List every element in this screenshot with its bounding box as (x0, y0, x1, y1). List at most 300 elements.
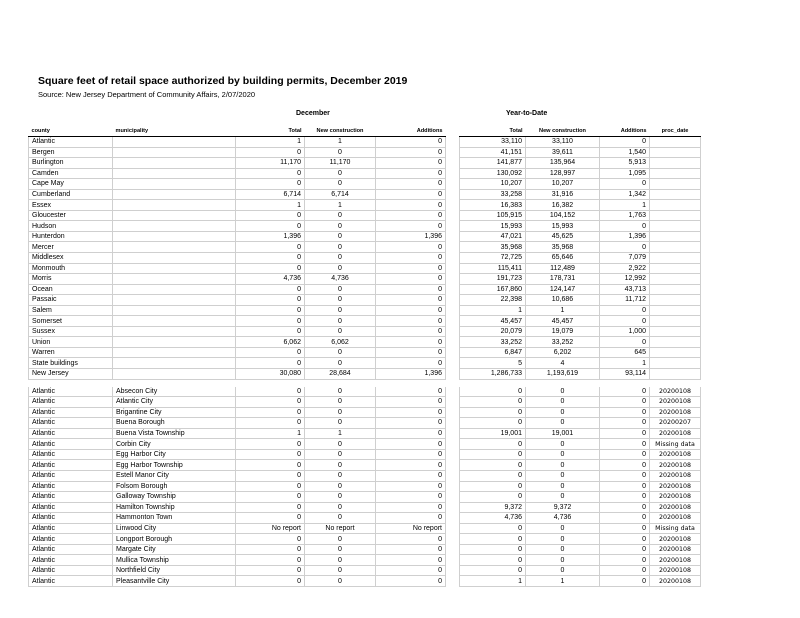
cell-proc-date (650, 179, 701, 190)
cell-ytd-new-construction: 15,993 (526, 221, 600, 232)
column-gap (446, 565, 460, 576)
cell-dec-additions: 0 (376, 397, 446, 408)
cell-ytd-new-construction: 112,489 (526, 263, 600, 274)
cell-ytd-new-construction: 104,152 (526, 210, 600, 221)
cell-dec-total: 4,736 (236, 274, 305, 285)
cell-municipality: Longport Borough (113, 534, 236, 545)
section-spacer-cell (29, 379, 701, 387)
cell-municipality (113, 263, 236, 274)
cell-municipality (113, 326, 236, 337)
column-gap (446, 347, 460, 358)
cell-proc-date: 20200108 (650, 576, 701, 587)
cell-ytd-additions: 0 (600, 502, 650, 513)
cell-ytd-total: 33,110 (460, 137, 526, 148)
county-row (29, 158, 701, 169)
cell-ytd-additions: 0 (600, 337, 650, 348)
cell-county: Hunterdon (29, 231, 113, 242)
cell-dec-new-construction: 6,062 (305, 337, 376, 348)
cell-dec-new-construction: 0 (305, 460, 376, 471)
cell-proc-date: 20200108 (650, 470, 701, 481)
cell-municipality (113, 200, 236, 211)
cell-dec-total: 30,080 (236, 369, 305, 380)
cell-ytd-new-construction: 33,110 (526, 137, 600, 148)
cell-municipality (113, 274, 236, 285)
cell-ytd-total: 130,092 (460, 168, 526, 179)
county-row (29, 274, 701, 285)
cell-dec-additions: 0 (376, 189, 446, 200)
cell-ytd-total: 47,021 (460, 231, 526, 242)
column-gap (446, 544, 460, 555)
cell-ytd-new-construction: 19,001 (526, 428, 600, 439)
column-gap (446, 397, 460, 408)
cell-ytd-new-construction: 35,968 (526, 242, 600, 253)
cell-dec-total: 0 (236, 242, 305, 253)
cell-ytd-additions: 93,114 (600, 369, 650, 380)
cell-dec-additions: 0 (376, 305, 446, 316)
cell-dec-new-construction: 0 (305, 481, 376, 492)
cell-dec-new-construction: 0 (305, 347, 376, 358)
cell-proc-date (650, 168, 701, 179)
cell-municipality: Galloway Township (113, 492, 236, 503)
cell-ytd-total: 22,398 (460, 295, 526, 306)
cell-municipality: Egg Harbor Township (113, 460, 236, 471)
cell-dec-additions: 0 (376, 418, 446, 429)
cell-ytd-additions: 0 (600, 555, 650, 566)
cell-dec-new-construction: 0 (305, 358, 376, 369)
cell-proc-date (650, 337, 701, 348)
column-gap (446, 274, 460, 285)
cell-dec-new-construction: 0 (305, 492, 376, 503)
cell-dec-new-construction: 11,170 (305, 158, 376, 169)
column-gap (446, 179, 460, 190)
cell-dec-additions: 0 (376, 449, 446, 460)
municipality-row (29, 481, 701, 492)
cell-municipality (113, 253, 236, 264)
cell-proc-date (650, 316, 701, 327)
county-row (29, 295, 701, 306)
municipality-row (29, 492, 701, 503)
municipality-row (29, 387, 701, 397)
cell-proc-date (650, 189, 701, 200)
cell-dec-additions: No report (376, 523, 446, 534)
cell-ytd-total: 115,411 (460, 263, 526, 274)
column-gap (446, 481, 460, 492)
cell-ytd-additions: 1,095 (600, 168, 650, 179)
cell-proc-date (650, 242, 701, 253)
cell-county: Atlantic (29, 387, 113, 397)
cell-proc-date (650, 358, 701, 369)
cell-dec-total: 0 (236, 263, 305, 274)
cell-ytd-additions: 0 (600, 221, 650, 232)
cell-ytd-new-construction: 65,646 (526, 253, 600, 264)
cell-municipality (113, 189, 236, 200)
cell-ytd-total: 191,723 (460, 274, 526, 285)
column-gap (446, 253, 460, 264)
cell-dec-total: 1 (236, 428, 305, 439)
cell-dec-total: 0 (236, 576, 305, 587)
cell-ytd-new-construction: 0 (526, 555, 600, 566)
cell-ytd-new-construction: 10,207 (526, 179, 600, 190)
county-row (29, 326, 701, 337)
column-gap (446, 502, 460, 513)
cell-proc-date: 20200108 (650, 534, 701, 545)
cell-county: Atlantic (29, 137, 113, 148)
cell-dec-new-construction: 0 (305, 231, 376, 242)
cell-ytd-total: 6,847 (460, 347, 526, 358)
cell-ytd-additions: 1 (600, 358, 650, 369)
cell-ytd-additions: 0 (600, 179, 650, 190)
cell-dec-additions: 0 (376, 274, 446, 285)
county-row (29, 137, 701, 148)
cell-ytd-additions: 5,913 (600, 158, 650, 169)
cell-municipality (113, 369, 236, 380)
cell-ytd-new-construction: 0 (526, 470, 600, 481)
cell-county: Gloucester (29, 210, 113, 221)
cell-dec-additions: 0 (376, 326, 446, 337)
cell-proc-date: 20200108 (650, 449, 701, 460)
cell-dec-additions: 0 (376, 492, 446, 503)
cell-dec-total: 0 (236, 305, 305, 316)
column-gap (446, 523, 460, 534)
cell-dec-total: 0 (236, 555, 305, 566)
cell-municipality: Mullica Township (113, 555, 236, 566)
group-header-december: December (296, 110, 330, 117)
cell-proc-date: Missing data (650, 439, 701, 450)
cell-municipality: Atlantic City (113, 397, 236, 408)
cell-ytd-total: 141,877 (460, 158, 526, 169)
cell-dec-additions: 0 (376, 470, 446, 481)
cell-county: Passaic (29, 295, 113, 306)
cell-ytd-total: 0 (460, 397, 526, 408)
cell-municipality: Brigantine City (113, 407, 236, 418)
county-row (29, 231, 701, 242)
cell-ytd-total: 0 (460, 555, 526, 566)
cell-ytd-total: 0 (460, 534, 526, 545)
cell-county: Atlantic (29, 439, 113, 450)
cell-ytd-additions: 0 (600, 418, 650, 429)
cell-ytd-new-construction: 33,252 (526, 337, 600, 348)
cell-dec-new-construction: 0 (305, 387, 376, 397)
column-gap (446, 460, 460, 471)
cell-dec-total: 0 (236, 168, 305, 179)
cell-proc-date: 20200108 (650, 428, 701, 439)
cell-dec-additions: 0 (376, 347, 446, 358)
column-gap (446, 337, 460, 348)
cell-county: Burlington (29, 158, 113, 169)
cell-county: Ocean (29, 284, 113, 295)
cell-proc-date (650, 221, 701, 232)
cell-proc-date: 20200108 (650, 565, 701, 576)
cell-ytd-additions: 0 (600, 316, 650, 327)
cell-municipality: Hammonton Town (113, 513, 236, 524)
cell-ytd-total: 0 (460, 523, 526, 534)
cell-ytd-total: 1,286,733 (460, 369, 526, 380)
col-header-dec-additions: Additions (376, 127, 446, 137)
cell-proc-date: Missing data (650, 523, 701, 534)
column-gap (446, 316, 460, 327)
cell-ytd-new-construction: 135,964 (526, 158, 600, 169)
county-row (29, 168, 701, 179)
column-gap (446, 263, 460, 274)
cell-ytd-additions: 0 (600, 397, 650, 408)
cell-dec-total: 0 (236, 439, 305, 450)
cell-dec-total: 0 (236, 147, 305, 158)
cell-ytd-additions: 0 (600, 513, 650, 524)
column-gap (446, 449, 460, 460)
cell-ytd-additions: 11,712 (600, 295, 650, 306)
county-row (29, 189, 701, 200)
cell-dec-total: 0 (236, 358, 305, 369)
cell-ytd-new-construction: 0 (526, 523, 600, 534)
county-row (29, 210, 701, 221)
cell-dec-total: 11,170 (236, 158, 305, 169)
cell-ytd-additions: 0 (600, 460, 650, 471)
column-gap (446, 387, 460, 397)
cell-dec-additions: 0 (376, 200, 446, 211)
county-row (29, 316, 701, 327)
column-gap (446, 439, 460, 450)
cell-ytd-additions: 0 (600, 387, 650, 397)
municipality-row (29, 449, 701, 460)
cell-county: Hudson (29, 221, 113, 232)
cell-proc-date (650, 263, 701, 274)
county-row (29, 305, 701, 316)
column-gap (446, 418, 460, 429)
cell-ytd-new-construction: 0 (526, 460, 600, 471)
cell-ytd-new-construction: 0 (526, 387, 600, 397)
cell-ytd-additions: 645 (600, 347, 650, 358)
cell-ytd-new-construction: 1 (526, 305, 600, 316)
cell-ytd-new-construction: 1 (526, 576, 600, 587)
cell-county: Atlantic (29, 418, 113, 429)
cell-ytd-additions: 0 (600, 470, 650, 481)
cell-county: Salem (29, 305, 113, 316)
cell-proc-date: 20200108 (650, 544, 701, 555)
cell-ytd-new-construction: 0 (526, 492, 600, 503)
cell-dec-total: 0 (236, 316, 305, 327)
cell-proc-date (650, 284, 701, 295)
cell-dec-additions: 0 (376, 179, 446, 190)
cell-ytd-additions: 0 (600, 565, 650, 576)
column-gap (446, 470, 460, 481)
cell-county: New Jersey (29, 369, 113, 380)
cell-ytd-total: 4,736 (460, 513, 526, 524)
cell-dec-new-construction: 0 (305, 407, 376, 418)
cell-ytd-new-construction: 10,686 (526, 295, 600, 306)
column-gap (446, 189, 460, 200)
cell-ytd-total: 0 (460, 481, 526, 492)
cell-ytd-additions: 0 (600, 534, 650, 545)
cell-dec-additions: 0 (376, 428, 446, 439)
cell-proc-date (650, 210, 701, 221)
county-row (29, 200, 701, 211)
cell-municipality (113, 242, 236, 253)
cell-ytd-additions: 43,713 (600, 284, 650, 295)
col-header-dec-new-construction: New construction (305, 127, 376, 137)
cell-county: Atlantic (29, 523, 113, 534)
cell-municipality: Margate City (113, 544, 236, 555)
cell-ytd-new-construction: 0 (526, 565, 600, 576)
cell-proc-date: 20200108 (650, 387, 701, 397)
cell-dec-total: 0 (236, 492, 305, 503)
cell-dec-new-construction: 1 (305, 137, 376, 148)
cell-ytd-total: 1 (460, 305, 526, 316)
cell-ytd-additions: 0 (600, 137, 650, 148)
cell-dec-total: 0 (236, 502, 305, 513)
cell-dec-total: 1 (236, 137, 305, 148)
cell-municipality: Linwood City (113, 523, 236, 534)
cell-proc-date (650, 158, 701, 169)
cell-dec-additions: 0 (376, 513, 446, 524)
cell-ytd-total: 20,079 (460, 326, 526, 337)
cell-county: Atlantic (29, 492, 113, 503)
cell-proc-date: 20200108 (650, 407, 701, 418)
source-note: Source: New Jersey Department of Community Affairs, 2/07/2020 (38, 90, 256, 99)
cell-municipality (113, 210, 236, 221)
cell-ytd-new-construction: 0 (526, 534, 600, 545)
cell-dec-total: 0 (236, 295, 305, 306)
cell-ytd-total: 0 (460, 544, 526, 555)
cell-ytd-additions: 12,992 (600, 274, 650, 285)
municipality-row (29, 397, 701, 408)
cell-dec-additions: 0 (376, 210, 446, 221)
municipality-row (29, 555, 701, 566)
cell-dec-additions: 0 (376, 158, 446, 169)
col-header-ytd-new-construction: New construction (526, 127, 600, 137)
cell-ytd-total: 105,915 (460, 210, 526, 221)
cell-proc-date (650, 274, 701, 285)
cell-county: Atlantic (29, 449, 113, 460)
cell-proc-date (650, 253, 701, 264)
cell-dec-total: 0 (236, 387, 305, 397)
cell-ytd-new-construction: 0 (526, 397, 600, 408)
permits-table (28, 127, 701, 587)
cell-county: Atlantic (29, 460, 113, 471)
municipality-row (29, 502, 701, 513)
cell-county: Monmouth (29, 263, 113, 274)
cell-dec-total: 0 (236, 460, 305, 471)
cell-dec-total: 0 (236, 210, 305, 221)
cell-dec-additions: 1,396 (376, 369, 446, 380)
cell-municipality (113, 147, 236, 158)
cell-dec-new-construction: 0 (305, 305, 376, 316)
cell-proc-date (650, 147, 701, 158)
cell-dec-total: 0 (236, 284, 305, 295)
cell-ytd-additions: 0 (600, 449, 650, 460)
cell-dec-additions: 0 (376, 502, 446, 513)
cell-ytd-total: 0 (460, 565, 526, 576)
cell-dec-new-construction: 0 (305, 221, 376, 232)
cell-dec-new-construction: 4,736 (305, 274, 376, 285)
cell-municipality: Absecon City (113, 387, 236, 397)
cell-ytd-total: 45,457 (460, 316, 526, 327)
column-gap (446, 428, 460, 439)
cell-ytd-additions: 1,540 (600, 147, 650, 158)
cell-dec-total: 1 (236, 200, 305, 211)
cell-municipality (113, 284, 236, 295)
cell-ytd-total: 15,993 (460, 221, 526, 232)
cell-ytd-total: 1 (460, 576, 526, 587)
cell-ytd-total: 0 (460, 418, 526, 429)
cell-ytd-total: 33,258 (460, 189, 526, 200)
cell-dec-new-construction: 0 (305, 439, 376, 450)
cell-proc-date: 20200108 (650, 502, 701, 513)
cell-dec-additions: 0 (376, 242, 446, 253)
cell-dec-total: 6,714 (236, 189, 305, 200)
cell-dec-new-construction: 0 (305, 513, 376, 524)
cell-ytd-total: 0 (460, 470, 526, 481)
cell-ytd-new-construction: 9,372 (526, 502, 600, 513)
cell-county: Atlantic (29, 407, 113, 418)
cell-dec-new-construction: 0 (305, 147, 376, 158)
cell-dec-additions: 0 (376, 439, 446, 450)
column-gap (446, 221, 460, 232)
cell-county: Cape May (29, 179, 113, 190)
cell-county: Camden (29, 168, 113, 179)
cell-ytd-additions: 1,000 (600, 326, 650, 337)
cell-dec-total: 0 (236, 253, 305, 264)
cell-dec-new-construction: 0 (305, 242, 376, 253)
cell-ytd-new-construction: 6,202 (526, 347, 600, 358)
municipality-row (29, 544, 701, 555)
municipality-row (29, 576, 701, 587)
column-gap (446, 369, 460, 380)
cell-dec-new-construction: 0 (305, 555, 376, 566)
column-gap (446, 295, 460, 306)
cell-ytd-total: 19,001 (460, 428, 526, 439)
cell-dec-new-construction: 0 (305, 179, 376, 190)
cell-ytd-new-construction: 19,079 (526, 326, 600, 337)
cell-ytd-total: 0 (460, 439, 526, 450)
cell-dec-new-construction: 0 (305, 210, 376, 221)
cell-ytd-new-construction: 45,625 (526, 231, 600, 242)
cell-ytd-total: 9,372 (460, 502, 526, 513)
cell-dec-new-construction: 1 (305, 428, 376, 439)
county-row (29, 253, 701, 264)
cell-ytd-additions: 7,079 (600, 253, 650, 264)
cell-dec-new-construction: 0 (305, 253, 376, 264)
column-gap (446, 407, 460, 418)
column-gap (446, 127, 460, 137)
county-row (29, 221, 701, 232)
cell-ytd-total: 16,383 (460, 200, 526, 211)
column-gap (446, 513, 460, 524)
cell-county: Morris (29, 274, 113, 285)
cell-ytd-total: 0 (460, 460, 526, 471)
cell-county: Atlantic (29, 428, 113, 439)
cell-dec-new-construction: 28,684 (305, 369, 376, 380)
cell-proc-date: 20200108 (650, 513, 701, 524)
cell-municipality (113, 179, 236, 190)
cell-dec-additions: 0 (376, 555, 446, 566)
cell-ytd-total: 10,207 (460, 179, 526, 190)
cell-dec-new-construction: No report (305, 523, 376, 534)
cell-ytd-additions: 0 (600, 523, 650, 534)
cell-dec-additions: 0 (376, 253, 446, 264)
cell-county: Middlesex (29, 253, 113, 264)
cell-ytd-additions: 0 (600, 439, 650, 450)
cell-ytd-total: 167,860 (460, 284, 526, 295)
column-gap (446, 534, 460, 545)
cell-ytd-additions: 0 (600, 576, 650, 587)
cell-dec-new-construction: 0 (305, 565, 376, 576)
cell-dec-new-construction: 0 (305, 168, 376, 179)
cell-dec-total: 0 (236, 221, 305, 232)
col-header-ytd-total: Total (460, 127, 526, 137)
cell-dec-new-construction: 1 (305, 200, 376, 211)
column-gap (446, 284, 460, 295)
county-row (29, 347, 701, 358)
